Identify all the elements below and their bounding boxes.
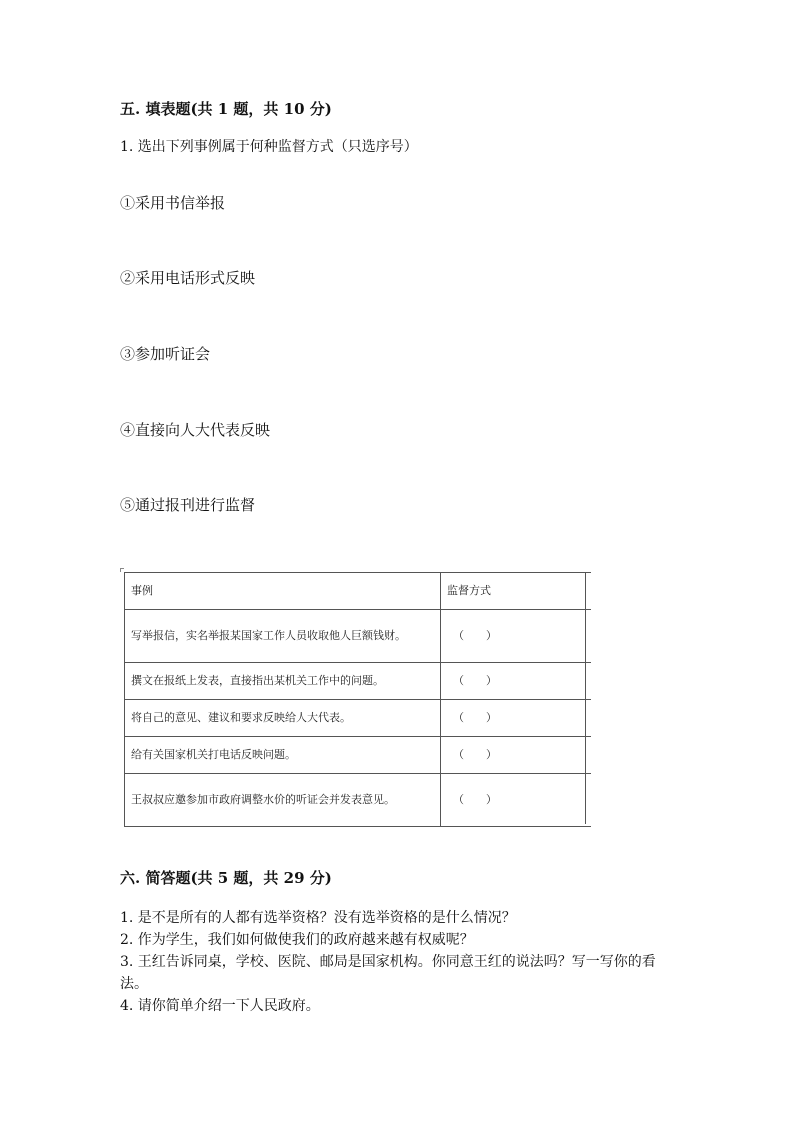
table-row [125, 610, 592, 663]
short-answer-question-3: 3. 王红告诉同桌，学校、医院、邮局是国家机构。你同意王红的说法吗？写一写你的看法。 [120, 954, 656, 992]
table-row [125, 700, 592, 737]
table-row [125, 737, 592, 774]
question-5-1-prompt: 1. 选出下列事例属于何种监督方式（只选序号） [120, 139, 418, 155]
section-6-title: 六. 简答题(共 5 题，共 29 分) [120, 869, 332, 887]
answer-blank[interactable]: （ ） [441, 774, 592, 827]
answer-blank[interactable]: （ ） [441, 663, 592, 700]
table-cell-case: 撰文在报纸上发表，直接指出某机关工作中的问题。 [125, 663, 441, 700]
table-header-case: 事例 [125, 573, 441, 610]
option-1: ①采用书信举报 [120, 194, 226, 212]
option-2: ②采用电话形式反映 [120, 269, 256, 287]
short-answer-question-2: 2. 作为学生，我们如何做使我们的政府越来越有权威呢？ [120, 932, 474, 948]
table-cell-case: 写举报信，实名举报某国家工作人员收取他人巨额钱财。 [125, 610, 441, 663]
table-cell-case: 王叔叔应邀参加市政府调整水价的听证会并发表意见。 [125, 774, 441, 827]
answer-blank[interactable]: （ ） [441, 610, 592, 663]
short-answer-question-1: 1. 是不是所有的人都有选举资格？没有选举资格的是什么情况？ [120, 910, 516, 926]
option-5: ⑤通过报刊进行监督 [120, 496, 256, 514]
table-row [125, 774, 592, 827]
option-4: ④直接向人大代表反映 [120, 421, 271, 439]
short-answer-question-4: 4. 请你简单介绍一下人民政府。 [120, 998, 320, 1014]
section-5-title: 五. 填表题(共 1 题，共 10 分) [120, 100, 332, 118]
table-row [125, 663, 592, 700]
supervision-table [124, 572, 591, 827]
table-right-edge [585, 572, 586, 824]
table-header-row [125, 573, 592, 610]
table-cell-case: 给有关国家机关打电话反映问题。 [125, 737, 441, 774]
answer-blank[interactable]: （ ） [441, 700, 592, 737]
table-cell-case: 将自己的意见、建议和要求反映给人大代表。 [125, 700, 441, 737]
answer-blank[interactable]: （ ） [441, 737, 592, 774]
option-3: ③参加听证会 [120, 345, 211, 363]
short-answer-list [120, 907, 680, 1017]
table-header-method: 监督方式 [441, 573, 592, 610]
